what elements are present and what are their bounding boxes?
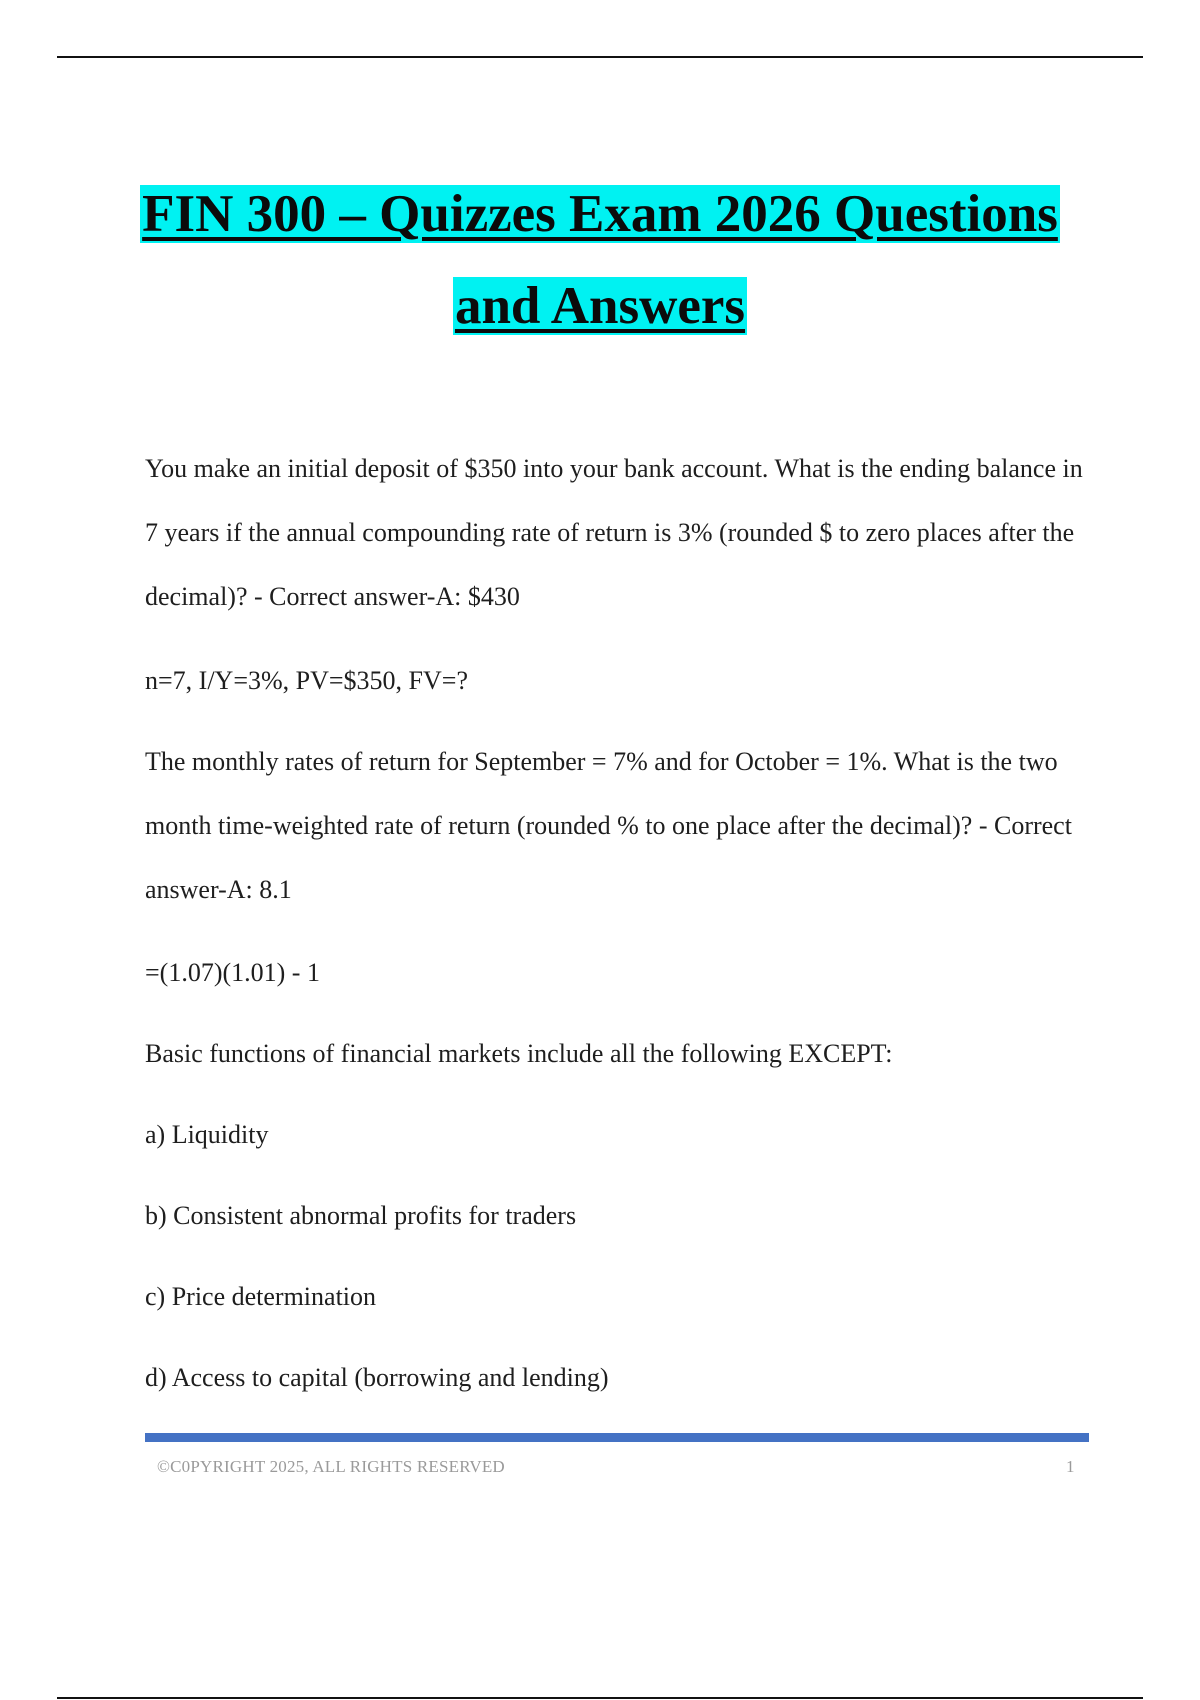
question-2: The monthly rates of return for September = 7% and for October = 1%. What is the two month time-weighted rate of return (rounded % to one place after the decimal)? - Correct answer-A: 8.1 [145, 747, 1072, 904]
question-1-work: n=7, I/Y=3%, PV=$350, FV=? [145, 666, 468, 695]
title-line-1: FIN 300 – Quizzes Exam 2026 Questions [142, 185, 1058, 243]
top-rule [57, 56, 1143, 58]
option-d: d) Access to capital (borrowing and lending) [145, 1363, 609, 1392]
document-title [0, 168, 1200, 352]
question-2-work: =(1.07)(1.01) - 1 [145, 958, 320, 987]
bottom-rule [57, 1697, 1143, 1699]
option-b: b) Consistent abnormal profits for traders [145, 1201, 577, 1230]
question-1: You make an initial deposit of $350 into your bank account. What is the ending balance in 7 years if the annual compounding rate of return is 3% (rounded $ to zero places after the decimal)? - Correct answer-A: $430 [145, 454, 1083, 611]
option-c: c) Price determination [145, 1282, 377, 1311]
footer-bar [145, 1433, 1089, 1442]
title-line-2: and Answers [454, 277, 746, 335]
page-number: 1 [1066, 1457, 1075, 1476]
option-a: a) Liquidity [145, 1120, 269, 1149]
question-3: Basic functions of financial markets include all the following EXCEPT: [145, 1039, 893, 1068]
footer-copyright: ©C0PYRIGHT 2025, ALL RIGHTS RESERVED [157, 1457, 505, 1476]
